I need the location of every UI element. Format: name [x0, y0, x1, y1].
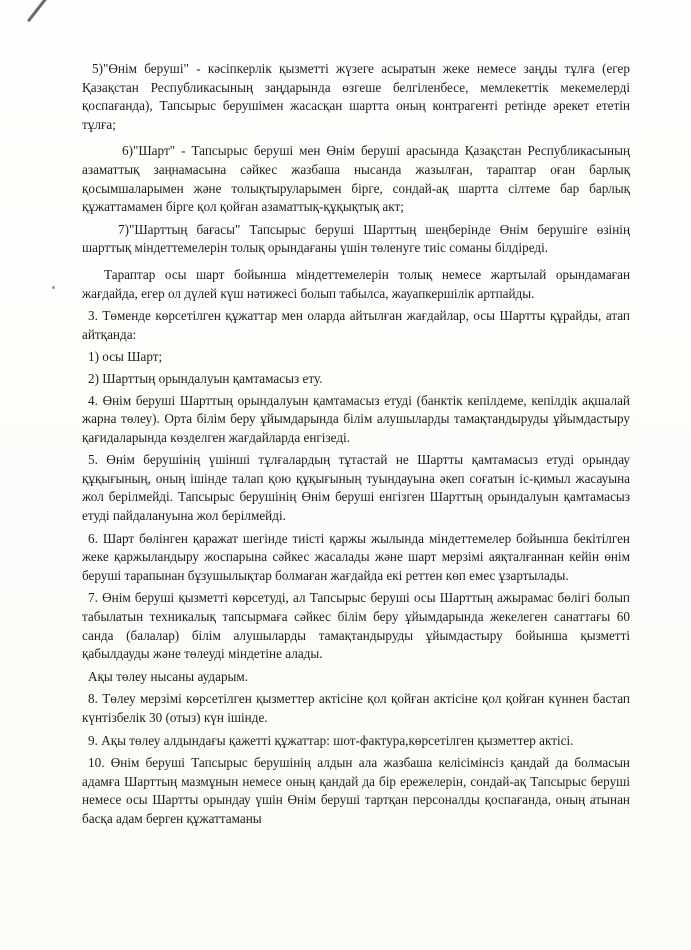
clause-3-item-2: 2) Шарттың орындалуын қамтамасыз ету.: [88, 370, 323, 386]
clause-6: 6. Шарт бөлінген қаражат шегінде тиісті қаржы жылында міндеттемелер бойынша бекітілген жеке қаржыландыру жоспарына сәйкес жасалады және шарт мерзімі аяқталғаннан кейін өнім беруші тарапынан бұзушылықтар болмаған жағдайда екі реттен көп емес ұзартылады.: [82, 530, 630, 583]
definition-5: 5)"Өнім беруші" - кәсіпкерлік қызметті жүзеге асыратын жеке немесе заңды тұлға (егер Қазақстан Республикасының заңдарында өзгеше белгіленбесе, мемлекеттік мекемелерді қоспағанда), Тапсырыс берушімен жасасқан шартта оның контрагенті ретінде әрекет ететін тұлға;: [82, 61, 630, 132]
clause-7: 7. Өнім беруші қызметті көрсетуді, ал Тапсырыс беруші осы Шарттың ажырамас бөлігі болып табылатын техникалық тапсырмаға сәйкес білім беру ұйымдарында жекелеген санаттағы 60 санда (балалар) білім алушыларды тамақтандыруды ұйымдастыру бойынша қызметті қабылдауды және төлеуді міндетіне алады.: [82, 590, 630, 662]
clause-10: 10. Өнім беруші Тапсырыс берушінің алдын ала жазбаша келісімінсіз қандай да болмасын адамға Шарттың мазмұнын немесе оның қандай да бір ережелерін, сондай-ақ Тапсырыс беруші немесе осы Шартты орындау үшін Өнім беруші тартқан персоналды қоспағанда, оның атынан басқа адам берген құжаттаманы: [82, 755, 630, 826]
payment-form: Ақы төлеу нысаны аударым.: [88, 668, 249, 684]
definition-6: 6)"Шарт" - Тапсырыс беруші мен Өнім беруші арасында Қазақстан Республикасының азаматтық заңнамасына сәйкес жазбаша нысанда жазылған, тараптар оған барлық қосымшаларымен және толықтыруларымен бірге, сондай-ақ шартта сілтеме бар барлық құжаттамамен бірге қол қойған азаматтық-құқықтық акт;: [82, 143, 630, 215]
clause-8: 8. Төлеу мерзімі көрсетілген қызметтер актісіне қол қойған актісіне қол қойған күннен бастап күнтізбелік 30 (отыз) күн ішінде.: [82, 691, 630, 725]
definition-7: 7)"Шарттың бағасы" Тапсырыс беруші Шарттың шеңберінде Өнім берушіге өзінің шарттық міндеттемелерін толық орындағаны үшін төленуге тиіс соманы білдіреді.: [82, 221, 630, 256]
force-majeure-paragraph: Тараптар осы шарт бойынша міндеттемелерін толық немесе жартылай орындамаған жағдайда, егер ол дүлей күш нәтижесі болып табылса, жауапкершілік артпайды.: [82, 266, 630, 301]
document-body: [82, 60, 630, 833]
clause-3: 3. Төменде көрсетілген құжаттар мен оларда айтылған жағдайлар, осы Шартты құрайды, атап айтқанда:: [82, 308, 630, 342]
clause-4: 4. Өнім беруші Шарттың орындалуын қамтамасыз етуді (банктік кепілдеме, кепілдік ақшалай жарна төлеу). Орта білім беру ұйымдарында білім алушыларды тамақтандыруды ұйымдастыру қағидаларында көзделген жағдайларда енгізеді.: [82, 392, 630, 445]
clause-5: 5. Өнім берушінің үшінші тұлғалардың тұтастай не Шартты қамтамасыз етуді орындау құқығының, оның ішінде талап қою құқығының туындауына әкеп соғатын іс-қимыл жасауына жол берілмейді. Тапсырыс берушінің Өнім беруші енгізген Шарттың орындалуын қамтамасыз етуді пайдалануына жол берілмейді.: [82, 452, 630, 524]
clause-9: 9. Ақы төлеу алдындағы қажетті құжаттар: шот-фактура,көрсетілген қызметтер актісі.: [88, 732, 574, 748]
pen-mark: [27, 0, 55, 22]
clause-3-item-1: 1) осы Шарт;: [88, 349, 163, 365]
speck: [52, 286, 55, 289]
